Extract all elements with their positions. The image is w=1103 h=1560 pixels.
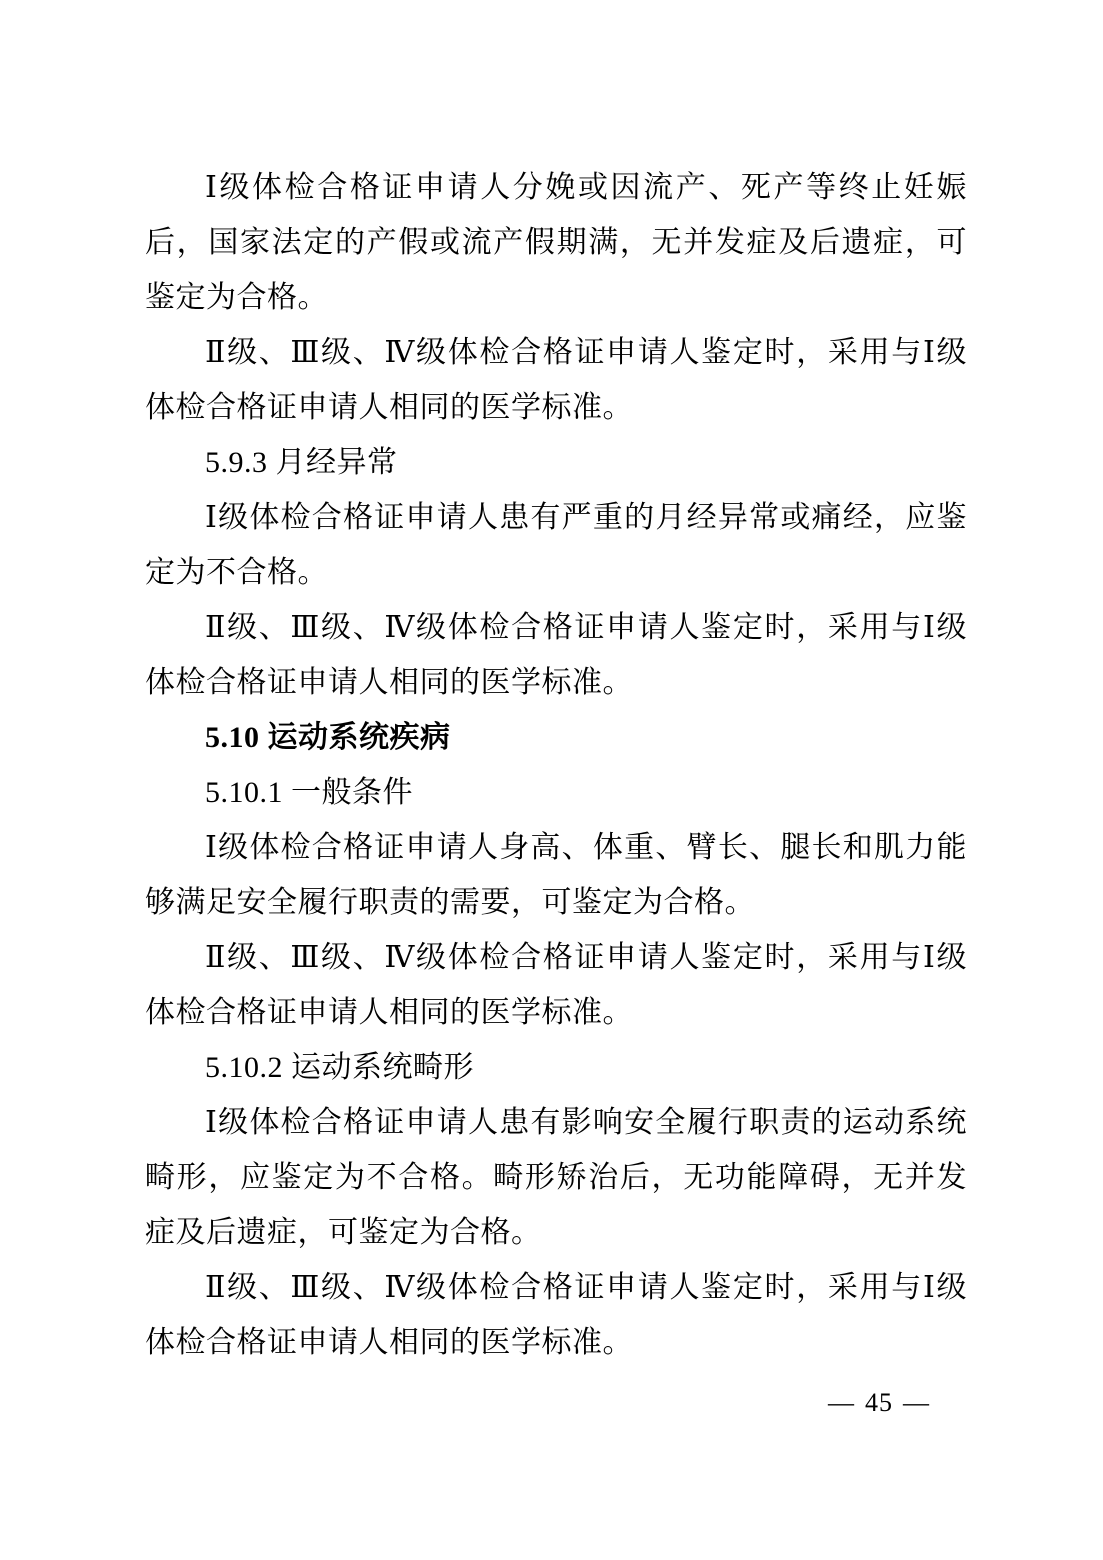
paragraph: Ⅰ级体检合格证申请人患有影响安全履行职责的运动系统畸形，应鉴定为不合格。畸形矫治后，无功能障碍，无并发症及后遗症，可鉴定为合格。 <box>145 1106 967 1249</box>
paragraph: Ⅰ级体检合格证申请人患有严重的月经异常或痛经，应鉴定为不合格。 <box>145 501 967 589</box>
page-number: 45 <box>865 1388 893 1417</box>
paragraph: Ⅱ级、Ⅲ级、Ⅳ级体检合格证申请人鉴定时，采用与Ⅰ级体检合格证申请人相同的医学标准。 <box>145 1271 967 1359</box>
section-heading: 5.9.3 月经异常 <box>205 446 398 479</box>
section-heading: 5.10.2 运动系统畸形 <box>205 1051 474 1084</box>
paragraph: Ⅰ级体检合格证申请人身高、体重、臂长、腿长和肌力能够满足安全履行职责的需要，可鉴定为合格。 <box>145 831 967 919</box>
paragraph: Ⅱ级、Ⅲ级、Ⅳ级体检合格证申请人鉴定时，采用与Ⅰ级体检合格证申请人相同的医学标准。 <box>145 336 967 424</box>
document-body <box>145 160 967 1370</box>
page-footer <box>818 1388 940 1418</box>
section-heading: 5.10 运动系统疾病 <box>205 721 451 754</box>
paragraph: Ⅱ级、Ⅲ级、Ⅳ级体检合格证申请人鉴定时，采用与Ⅰ级体检合格证申请人相同的医学标准。 <box>145 611 967 699</box>
paragraph: Ⅰ级体检合格证申请人分娩或因流产、死产等终止妊娠后，国家法定的产假或流产假期满，无并发症及后遗症，可鉴定为合格。 <box>145 171 967 314</box>
paragraph: Ⅱ级、Ⅲ级、Ⅳ级体检合格证申请人鉴定时，采用与Ⅰ级体检合格证申请人相同的医学标准。 <box>145 941 967 1029</box>
section-heading: 5.10.1 一般条件 <box>205 776 413 809</box>
footer-left-dash: — <box>828 1388 855 1417</box>
footer-right-dash: — <box>903 1388 930 1417</box>
